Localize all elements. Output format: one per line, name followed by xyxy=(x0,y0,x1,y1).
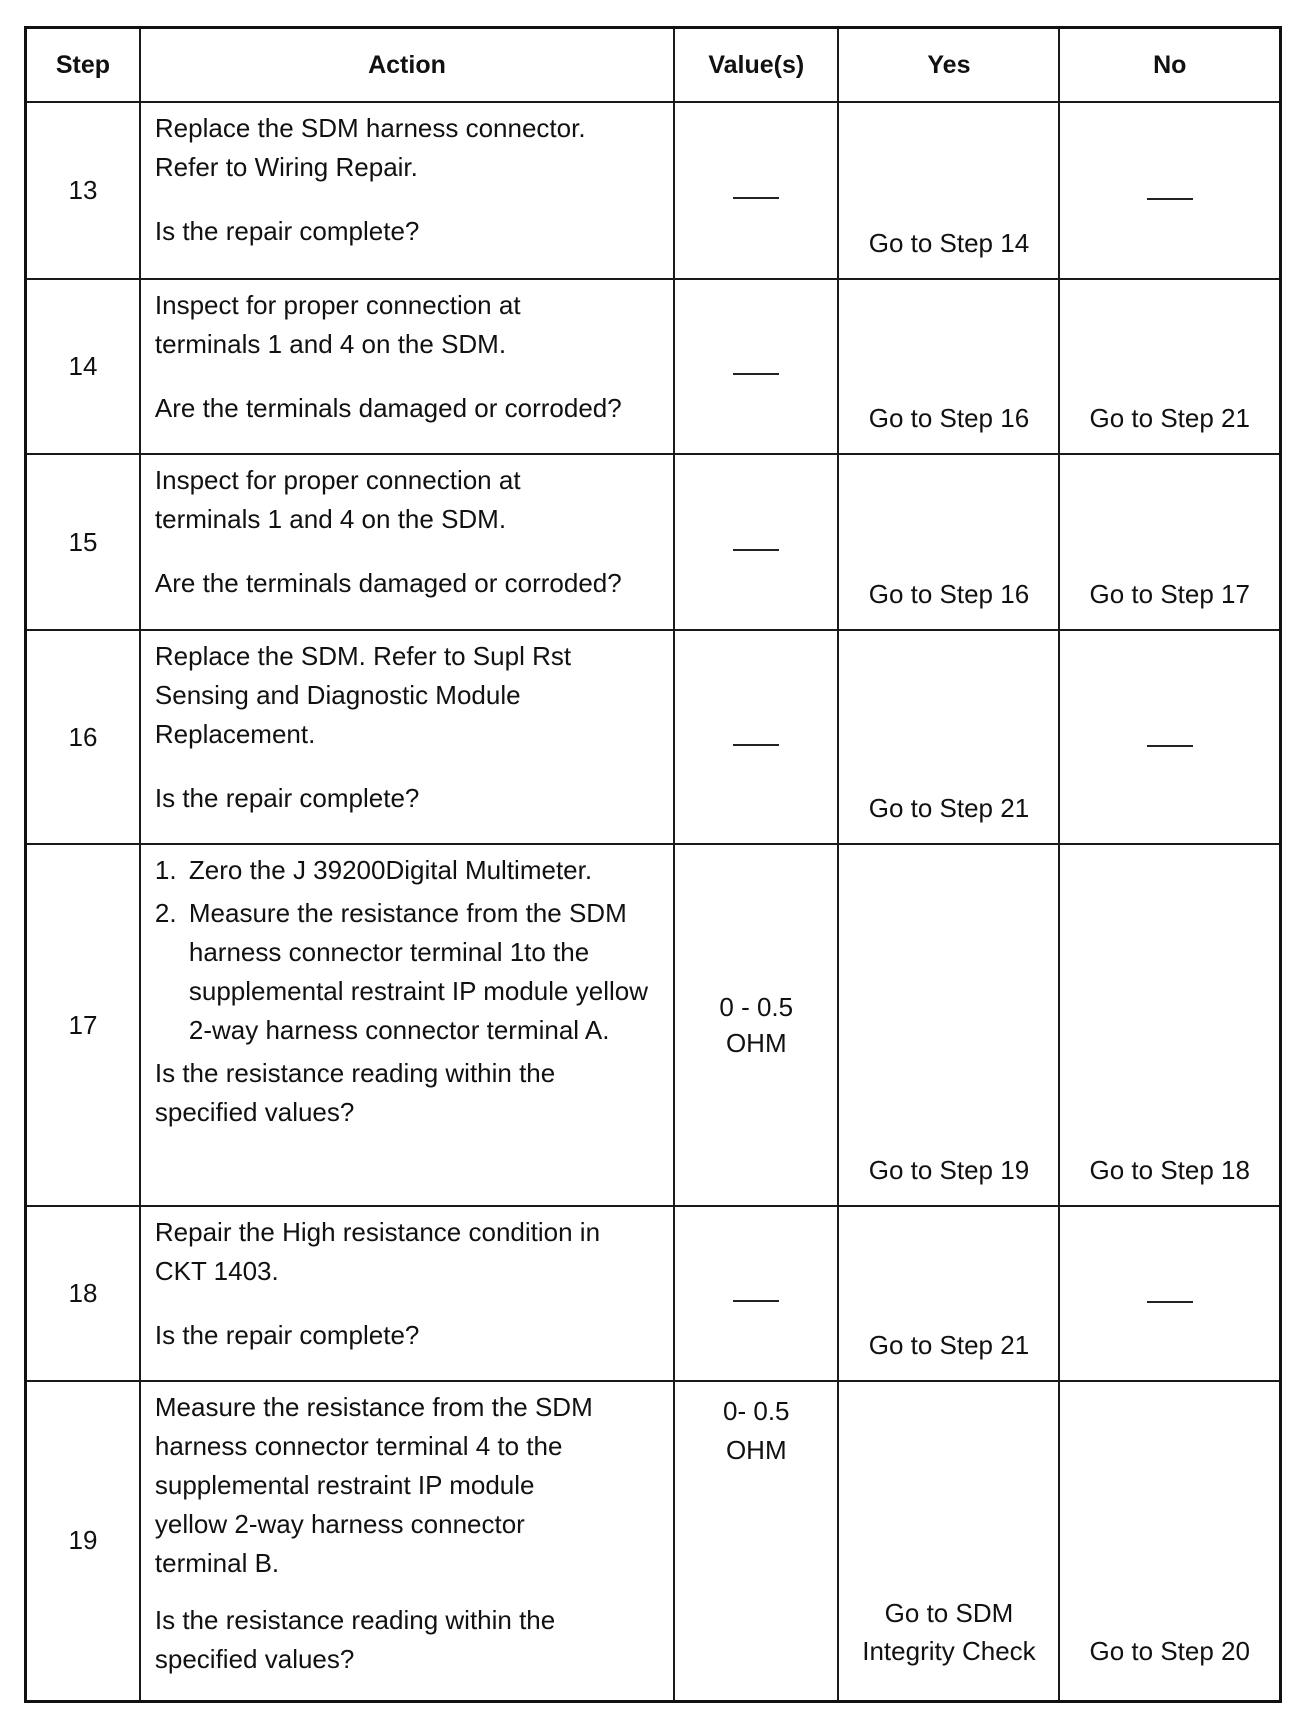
header-values: Value(s) xyxy=(674,28,838,103)
action-cell xyxy=(140,102,674,279)
question-line: specified values? xyxy=(154,1097,355,1127)
list-number: 1. xyxy=(154,855,177,885)
action-cell xyxy=(140,1206,674,1381)
action-line: terminals 1 and 4 on the SDM. xyxy=(154,504,507,534)
action-question: Are the terminals damaged or corroded? xyxy=(154,568,622,598)
action-line: Replacement. xyxy=(154,719,316,749)
no-cell: Go to Step 21 xyxy=(1059,279,1280,454)
yes-cell xyxy=(838,1381,1059,1701)
action-question: Is the repair complete? xyxy=(154,1320,420,1350)
yes-cell: Go to Step 21 xyxy=(838,630,1059,844)
empty-value-dash xyxy=(733,549,779,551)
action-question xyxy=(155,1054,659,1132)
action-line: Replace the SDM. Refer to Supl Rst xyxy=(154,641,572,671)
yes-cell: Go to Step 19 xyxy=(838,844,1059,1206)
action-question xyxy=(155,1601,659,1679)
no-cell: Go to Step 17 xyxy=(1059,454,1280,630)
value-cell xyxy=(674,1381,838,1701)
action-line: Repair the High resistance condition in xyxy=(154,1217,601,1247)
empty-no-dash xyxy=(1147,1301,1193,1303)
empty-value-dash xyxy=(733,373,779,375)
value-cell xyxy=(674,454,838,630)
action-line: CKT 1403. xyxy=(154,1256,279,1286)
action-line: terminals 1 and 4 on the SDM. xyxy=(154,329,507,359)
list-number: 2. xyxy=(154,898,177,928)
action-line: Replace the SDM harness connector. xyxy=(154,113,586,143)
value-cell xyxy=(674,630,838,844)
table-row xyxy=(26,630,1281,844)
yes-cell: Go to Step 14 xyxy=(838,102,1059,279)
value-cell xyxy=(674,1206,838,1381)
header-step: Step xyxy=(26,28,140,103)
question-line: Is the resistance reading within the xyxy=(154,1605,556,1635)
list-text: Measure the resistance from the SDM harness connector terminal 1to the supplemental restraint IP module yellow 2-way harness connector terminal A. xyxy=(188,898,648,1045)
table-row xyxy=(26,844,1281,1206)
yes-cell: Go to Step 16 xyxy=(838,454,1059,630)
value-cell xyxy=(674,102,838,279)
value-cell xyxy=(674,844,838,1206)
empty-value-dash xyxy=(733,197,779,199)
table-row xyxy=(26,102,1281,279)
no-cell xyxy=(1059,102,1280,279)
table-header-row xyxy=(26,28,1281,103)
step-number: 17 xyxy=(26,844,140,1206)
header-action: Action xyxy=(140,28,674,103)
header-no: No xyxy=(1059,28,1280,103)
step-number: 16 xyxy=(26,630,140,844)
action-line: harness connector terminal 4 to the xyxy=(154,1431,563,1461)
question-line: specified values? xyxy=(154,1644,355,1674)
action-question: Are the terminals damaged or corroded? xyxy=(154,393,622,423)
list-item xyxy=(155,894,659,1050)
diagnostic-table-page xyxy=(24,26,1282,1703)
value-line: 0 - 0.5 xyxy=(719,992,794,1022)
table-row xyxy=(26,279,1281,454)
table-row xyxy=(26,1206,1281,1381)
action-line: Inspect for proper connection at xyxy=(154,290,521,320)
no-cell: Go to Step 20 xyxy=(1059,1381,1280,1701)
step-number: 18 xyxy=(26,1206,140,1381)
action-line: yellow 2-way harness connector xyxy=(154,1509,525,1539)
action-list xyxy=(155,851,659,1050)
action-line: Refer to Wiring Repair. xyxy=(154,152,418,182)
action-line: terminal B. xyxy=(154,1548,280,1578)
step-number: 19 xyxy=(26,1381,140,1701)
yes-line: Go to SDM xyxy=(884,1597,1014,1628)
value-line: 0- 0.5 xyxy=(723,1396,790,1426)
action-line: Inspect for proper connection at xyxy=(154,465,521,495)
action-cell xyxy=(140,844,674,1206)
action-line: Measure the resistance from the SDM xyxy=(154,1392,593,1422)
step-number: 13 xyxy=(26,102,140,279)
action-cell xyxy=(140,279,674,454)
action-cell xyxy=(140,630,674,844)
action-question: Is the repair complete? xyxy=(154,783,420,813)
yes-cell: Go to Step 16 xyxy=(838,279,1059,454)
empty-value-dash xyxy=(733,744,779,746)
value-cell xyxy=(674,279,838,454)
action-question: Is the repair complete? xyxy=(154,216,420,246)
empty-value-dash xyxy=(733,1300,779,1302)
list-item xyxy=(155,851,659,890)
action-cell xyxy=(140,454,674,630)
empty-no-dash xyxy=(1147,198,1193,200)
action-line: Sensing and Diagnostic Module xyxy=(154,680,521,710)
question-line: Is the resistance reading within the xyxy=(154,1058,556,1088)
empty-no-dash xyxy=(1147,745,1193,747)
value-line: OHM xyxy=(725,1028,787,1058)
list-text: Zero the J 39200Digital Multimeter. xyxy=(188,855,593,885)
header-yes: Yes xyxy=(838,28,1059,103)
step-number: 14 xyxy=(26,279,140,454)
step-number: 15 xyxy=(26,454,140,630)
table-row xyxy=(26,1381,1281,1701)
no-cell xyxy=(1059,630,1280,844)
value-line: OHM xyxy=(725,1435,787,1465)
action-line: supplemental restraint IP module xyxy=(154,1470,535,1500)
yes-cell: Go to Step 21 xyxy=(838,1206,1059,1381)
yes-line: Integrity Check xyxy=(862,1635,1036,1666)
no-cell xyxy=(1059,1206,1280,1381)
no-cell: Go to Step 18 xyxy=(1059,844,1280,1206)
action-cell xyxy=(140,1381,674,1701)
diagnostic-steps-table xyxy=(24,26,1282,1703)
table-row xyxy=(26,454,1281,630)
